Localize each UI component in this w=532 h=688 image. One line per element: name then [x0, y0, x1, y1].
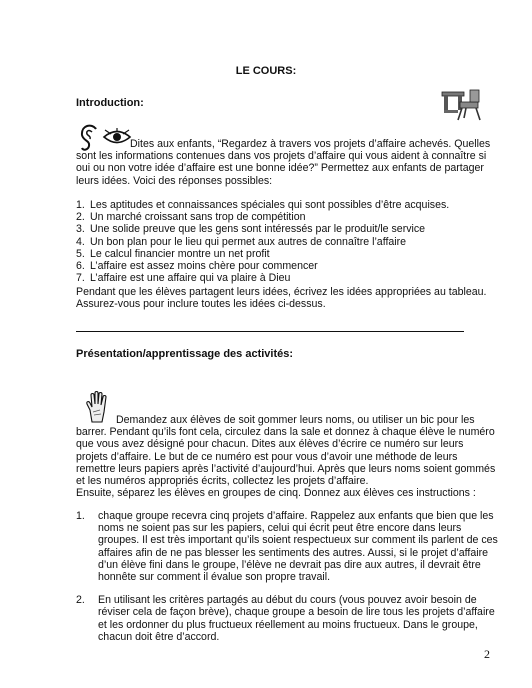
- list-item: 1. chaque groupe recevra cinq projets d’affaire. Rappelez aux enfants que bien que les noms ne soient pas sur les papiers, celui qui écrit peut être encore dans leurs groupes. Il est très important qu’ils soient respectueux sur comment ils parlent de ces affaires afin de ne pas blesser les sentiments des autres. Aussi, si le projet d’affaire d’un élève fini dans le groupe, l’élève ne devrait pas dire aux autres, il devrait être honnête sur comment il évalue son propre travail.: [76, 510, 498, 584]
- list-item: 1. Les aptitudes et connaissances spéciales qui sont possibles d’être acquises.: [76, 199, 450, 211]
- instructions-list: [76, 510, 500, 654]
- list-item: 7. L’affaire est une affaire qui va plaire à Dieu: [76, 272, 291, 285]
- page-number: 2: [484, 647, 490, 661]
- groups-line: Ensuite, séparez les élèves en groupes de cinq. Donnez aux élèves ces instructions :: [76, 487, 476, 499]
- list-item: 3. Une solide preuve que les gens sont intéressés par le produit/le service: [76, 223, 426, 236]
- intro-prompt-text: Dites aux enfants, “Regardez à travers vos projets d’affaire achevés. Quelles sont les informations contenues dans vos projets d’affaire qui vous aident à connaître si oui ou non votre idée d’affaire est une bonne idée?” Permettez aux enfants de partager leurs idées. Voici des réponses possibles:: [76, 138, 491, 187]
- intro-prompt: [76, 138, 496, 187]
- desk-icon: [440, 88, 482, 122]
- list-item: 6. L’affaire est assez moins chère pour commencer: [76, 260, 318, 273]
- answers-list: [76, 199, 506, 284]
- intro-heading: Introduction:: [76, 97, 144, 109]
- section-divider: [76, 331, 464, 332]
- list-item: 4. Un bon plan pour le lieu qui permet aux autres de connaître l’affaire: [76, 235, 407, 248]
- activities-paragraph: [76, 414, 498, 487]
- list-item: 2. En utilisant les critères partagés au début du cours (vous pouvez avoir besoin de réviser cela de façon brève), chaque groupe a besoin de lire tous les projets d’affaire et les ordonner du plus fructueux réellement au moins fructueux. Dans le groupe, chacun doit être d’accord.: [76, 594, 495, 643]
- page-title: LE COURS:: [235, 65, 297, 77]
- activities-heading: Présentation/apprentissage des activités:: [76, 348, 294, 360]
- activities-paragraph-text: Demandez aux élèves de soit gommer leurs noms, ou utiliser un bic pour les barrer. Pendant qu’ils font cela, circulez dans la sale et donnez à chaque élève le numéro que vous avez désigné pour chacun. Dites aux élèves d’écrire ce numéro sur leurs projets d’affaire. Le but de ce numéro est pour vous d’avoir une méthode de leurs remettre leurs papiers après l’activité d’aujourd’hui. Après que leurs noms soient gommés et les numéros appropriés écrits, collectez les projets d’affaire.: [76, 414, 496, 488]
- intro-closing: Pendant que les élèves partagent leurs idées, écrivez les idées appropriées au tableau. Assurez-vous pour inclure toutes les idées ci-dessus.: [76, 286, 487, 311]
- list-item: 5. Le calcul financier montre un net profit: [76, 247, 270, 260]
- list-item: 2. Un marché croissant sans trop de compétition: [76, 211, 306, 224]
